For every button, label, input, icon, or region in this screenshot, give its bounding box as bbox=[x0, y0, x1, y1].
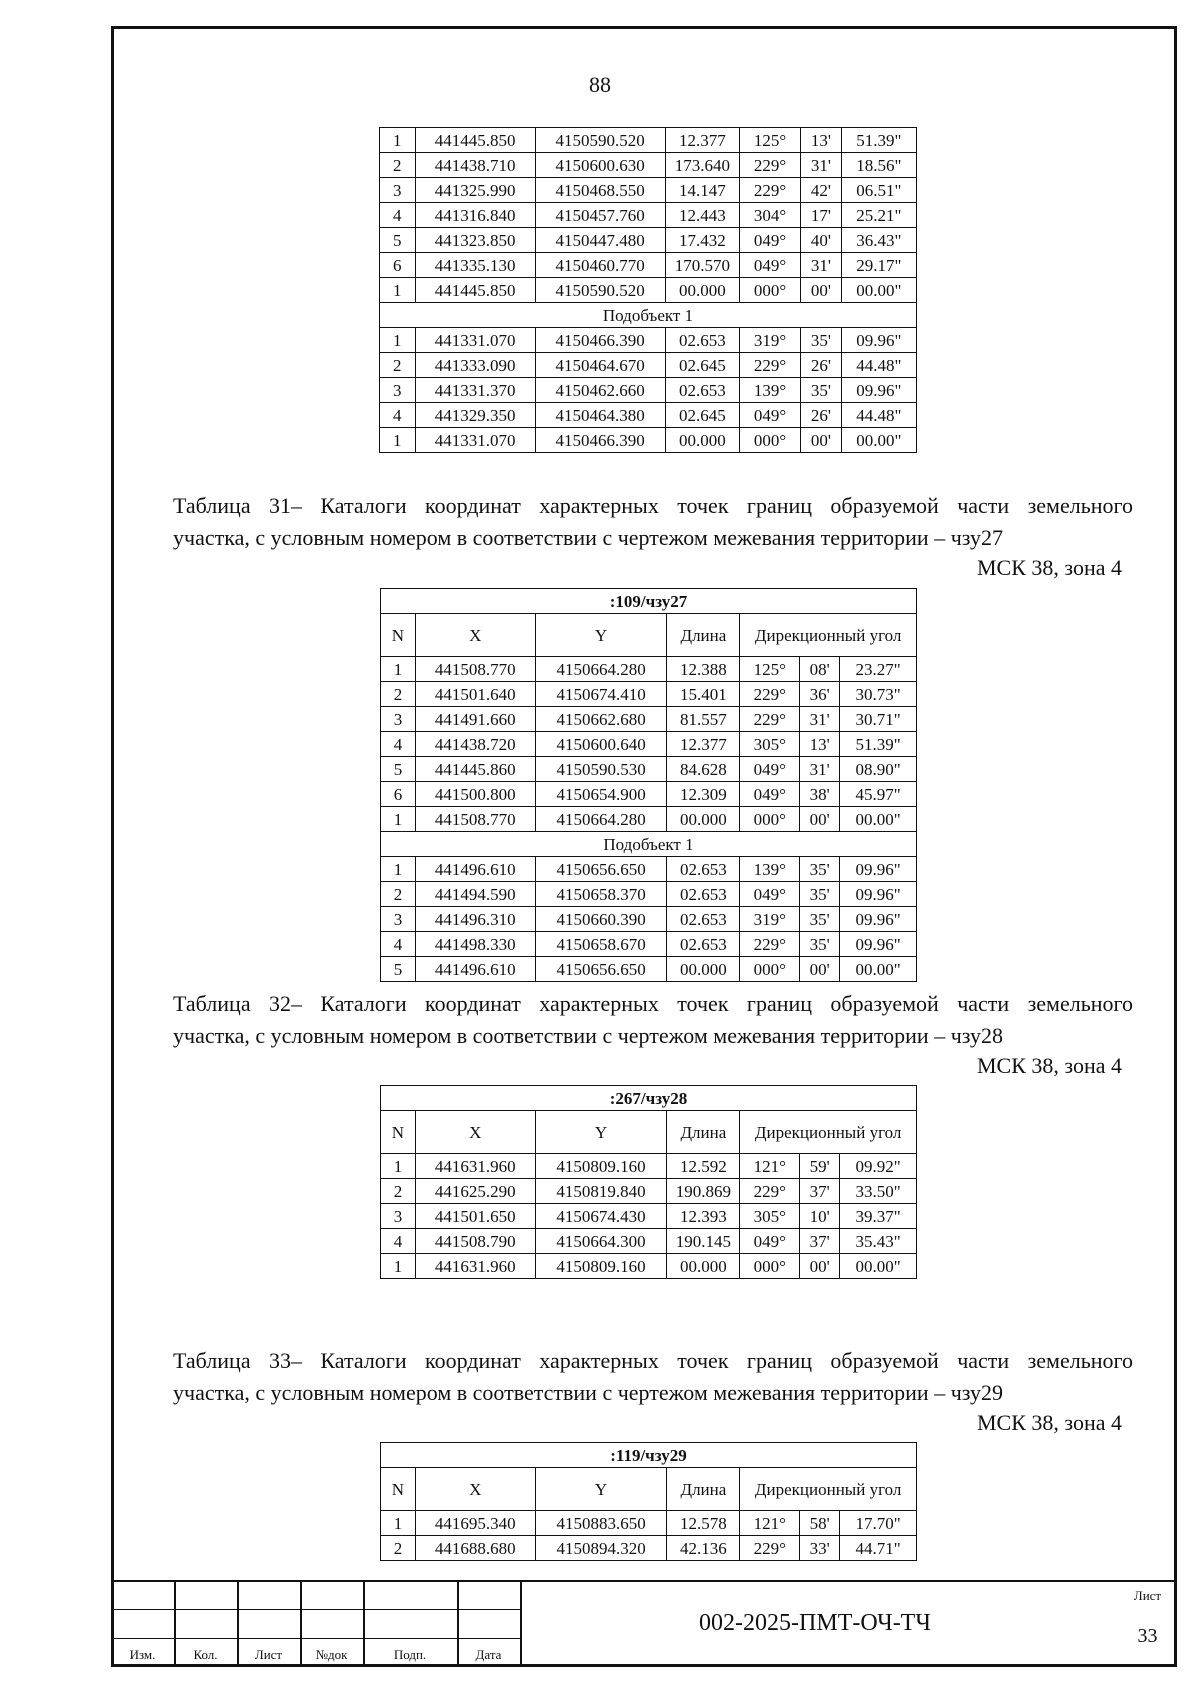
angle-seconds-cell: 09.92" bbox=[840, 1154, 917, 1179]
point-number-cell: 2 bbox=[381, 1179, 416, 1204]
x-coord-cell: 441625.290 bbox=[415, 1179, 535, 1204]
table-row bbox=[380, 228, 917, 253]
y-coord-cell: 4150809.160 bbox=[535, 1154, 667, 1179]
angle-minutes-cell: 31' bbox=[800, 757, 840, 782]
length-cell: 190.145 bbox=[667, 1229, 740, 1254]
x-coord-cell: 441496.310 bbox=[415, 907, 535, 932]
subobject-label: Подобъект 1 bbox=[381, 832, 917, 857]
angle-minutes-cell: 13' bbox=[801, 128, 842, 153]
table-row bbox=[381, 807, 917, 832]
angle-seconds-cell: 09.96" bbox=[841, 328, 916, 353]
length-cell: 12.592 bbox=[667, 1154, 740, 1179]
table-row bbox=[381, 907, 917, 932]
col-header-n: N bbox=[381, 614, 416, 657]
angle-degrees-cell: 139° bbox=[740, 378, 801, 403]
table-31-caption bbox=[173, 490, 1133, 554]
point-number-cell: 1 bbox=[380, 428, 416, 453]
stamp-label-list: Лист bbox=[254, 1647, 283, 1662]
angle-degrees-cell: 229° bbox=[740, 353, 801, 378]
col-header-x: X bbox=[415, 1468, 535, 1511]
length-cell: 81.557 bbox=[667, 707, 740, 732]
angle-degrees-cell: 000° bbox=[740, 278, 801, 303]
angle-minutes-cell: 40' bbox=[801, 228, 842, 253]
point-number-cell: 4 bbox=[381, 932, 416, 957]
y-coord-cell: 4150462.660 bbox=[535, 378, 665, 403]
angle-degrees-cell: 121° bbox=[740, 1511, 800, 1536]
table-row bbox=[381, 782, 917, 807]
angle-minutes-cell: 35' bbox=[800, 907, 840, 932]
point-number-cell: 2 bbox=[381, 682, 416, 707]
point-number-cell: 5 bbox=[381, 757, 416, 782]
col-header-angle: Дирекционный угол bbox=[740, 614, 917, 657]
stamp-label-kol: Кол. bbox=[193, 1647, 218, 1662]
page-number: 88 bbox=[589, 72, 611, 97]
point-number-cell: 1 bbox=[381, 807, 416, 832]
angle-minutes-cell: 35' bbox=[801, 378, 842, 403]
angle-minutes-cell: 35' bbox=[800, 857, 840, 882]
table-row bbox=[381, 1254, 917, 1279]
table-row bbox=[380, 153, 917, 178]
table-title: :109/чзу27 bbox=[381, 589, 917, 614]
col-header-angle: Дирекционный угол bbox=[740, 1111, 917, 1154]
col-header-length: Длина bbox=[667, 614, 740, 657]
y-coord-cell: 4150674.430 bbox=[535, 1204, 667, 1229]
y-coord-cell: 4150656.650 bbox=[535, 857, 667, 882]
length-cell: 02.653 bbox=[667, 907, 740, 932]
point-number-cell: 1 bbox=[381, 1254, 416, 1279]
length-cell: 190.869 bbox=[667, 1179, 740, 1204]
x-coord-cell: 441438.710 bbox=[415, 153, 535, 178]
y-coord-cell: 4150674.410 bbox=[535, 682, 667, 707]
angle-degrees-cell: 049° bbox=[740, 782, 800, 807]
length-cell: 15.401 bbox=[667, 682, 740, 707]
length-cell: 84.628 bbox=[667, 757, 740, 782]
angle-minutes-cell: 13' bbox=[800, 732, 840, 757]
angle-seconds-cell: 00.00" bbox=[841, 428, 916, 453]
col-header-length: Длина bbox=[667, 1468, 740, 1511]
y-coord-cell: 4150457.760 bbox=[535, 203, 665, 228]
angle-degrees-cell: 305° bbox=[740, 1204, 800, 1229]
length-cell: 12.309 bbox=[667, 782, 740, 807]
subobject-row bbox=[380, 303, 917, 328]
x-coord-cell: 441331.070 bbox=[415, 428, 535, 453]
angle-minutes-cell: 58' bbox=[800, 1511, 840, 1536]
angle-minutes-cell: 31' bbox=[801, 153, 842, 178]
table-row bbox=[380, 203, 917, 228]
table-33 bbox=[380, 1442, 917, 1561]
table-row bbox=[381, 1204, 917, 1229]
length-cell: 42.136 bbox=[667, 1536, 740, 1561]
table-row bbox=[381, 707, 917, 732]
length-cell: 02.653 bbox=[667, 882, 740, 907]
length-cell: 173.640 bbox=[665, 153, 739, 178]
point-number-cell: 1 bbox=[380, 128, 416, 153]
y-coord-cell: 4150466.390 bbox=[535, 328, 665, 353]
table-title: :119/чзу29 bbox=[381, 1443, 917, 1468]
col-header-y: Y bbox=[535, 1468, 667, 1511]
y-coord-cell: 4150656.650 bbox=[535, 957, 667, 982]
table-row bbox=[380, 378, 917, 403]
angle-degrees-cell: 319° bbox=[740, 907, 800, 932]
table-row bbox=[381, 932, 917, 957]
point-number-cell: 3 bbox=[380, 178, 416, 203]
y-coord-cell: 4150600.640 bbox=[535, 732, 667, 757]
angle-seconds-cell: 36.43" bbox=[841, 228, 916, 253]
stamp-label-data: Дата bbox=[475, 1647, 502, 1662]
y-coord-cell: 4150658.670 bbox=[535, 932, 667, 957]
table-row bbox=[381, 657, 917, 682]
y-coord-cell: 4150464.670 bbox=[535, 353, 665, 378]
angle-minutes-cell: 35' bbox=[800, 882, 840, 907]
col-header-angle: Дирекционный угол bbox=[740, 1468, 917, 1511]
y-coord-cell: 4150654.900 bbox=[535, 782, 667, 807]
crs-label: МСК 38, зона 4 bbox=[976, 1410, 1122, 1435]
y-coord-cell: 4150883.650 bbox=[535, 1511, 667, 1536]
length-cell: 12.578 bbox=[667, 1511, 740, 1536]
angle-degrees-cell: 304° bbox=[740, 203, 801, 228]
y-coord-cell: 4150894.320 bbox=[535, 1536, 667, 1561]
angle-minutes-cell: 31' bbox=[800, 707, 840, 732]
angle-seconds-cell: 18.56" bbox=[841, 153, 916, 178]
table-31 bbox=[380, 588, 917, 982]
length-cell: 02.653 bbox=[665, 378, 739, 403]
table-title: :267/чзу28 bbox=[381, 1086, 917, 1111]
y-coord-cell: 4150660.390 bbox=[535, 907, 667, 932]
point-number-cell: 3 bbox=[381, 907, 416, 932]
table-row bbox=[381, 1229, 917, 1254]
angle-minutes-cell: 37' bbox=[800, 1229, 840, 1254]
angle-minutes-cell: 17' bbox=[801, 203, 842, 228]
x-coord-cell: 441498.330 bbox=[415, 932, 535, 957]
x-coord-cell: 441501.650 bbox=[415, 1204, 535, 1229]
angle-degrees-cell: 229° bbox=[740, 682, 800, 707]
table-row bbox=[380, 128, 917, 153]
table-row bbox=[381, 732, 917, 757]
y-coord-cell: 4150590.520 bbox=[535, 278, 665, 303]
point-number-cell: 3 bbox=[381, 1204, 416, 1229]
point-number-cell: 2 bbox=[380, 153, 416, 178]
angle-minutes-cell: 31' bbox=[801, 253, 842, 278]
length-cell: 12.393 bbox=[667, 1204, 740, 1229]
table-row bbox=[381, 882, 917, 907]
caption-line: Таблица 32– Каталоги координат характерных точек границ образуемой части земельного bbox=[173, 991, 1133, 1016]
col-header-n: N bbox=[381, 1468, 416, 1511]
y-coord-cell: 4150809.160 bbox=[535, 1254, 667, 1279]
angle-seconds-cell: 09.96" bbox=[841, 378, 916, 403]
point-number-cell: 1 bbox=[380, 328, 416, 353]
angle-minutes-cell: 42' bbox=[801, 178, 842, 203]
angle-minutes-cell: 00' bbox=[801, 428, 842, 453]
subobject-label: Подобъект 1 bbox=[380, 303, 917, 328]
x-coord-cell: 441329.350 bbox=[415, 403, 535, 428]
angle-seconds-cell: 09.96" bbox=[840, 857, 917, 882]
x-coord-cell: 441445.860 bbox=[415, 757, 535, 782]
point-number-cell: 4 bbox=[381, 1229, 416, 1254]
angle-seconds-cell: 51.39" bbox=[840, 732, 917, 757]
point-number-cell: 6 bbox=[380, 253, 416, 278]
table-row bbox=[380, 428, 917, 453]
angle-degrees-cell: 229° bbox=[740, 932, 800, 957]
table-row bbox=[381, 857, 917, 882]
angle-degrees-cell: 125° bbox=[740, 657, 800, 682]
angle-degrees-cell: 229° bbox=[740, 153, 801, 178]
table-row bbox=[380, 178, 917, 203]
x-coord-cell: 441496.610 bbox=[415, 857, 535, 882]
angle-seconds-cell: 44.48" bbox=[841, 403, 916, 428]
point-number-cell: 5 bbox=[381, 957, 416, 982]
angle-seconds-cell: 35.43" bbox=[840, 1229, 917, 1254]
angle-seconds-cell: 39.37" bbox=[840, 1204, 917, 1229]
length-cell: 17.432 bbox=[665, 228, 739, 253]
angle-degrees-cell: 049° bbox=[740, 757, 800, 782]
x-coord-cell: 441325.990 bbox=[415, 178, 535, 203]
angle-degrees-cell: 305° bbox=[740, 732, 800, 757]
col-header-x: X bbox=[415, 614, 535, 657]
x-coord-cell: 441316.840 bbox=[415, 203, 535, 228]
x-coord-cell: 441508.770 bbox=[415, 807, 535, 832]
angle-degrees-cell: 049° bbox=[740, 403, 801, 428]
caption-line: Таблица 31– Каталоги координат характерных точек границ образуемой части земельного bbox=[173, 493, 1133, 518]
x-coord-cell: 441500.800 bbox=[415, 782, 535, 807]
angle-degrees-cell: 000° bbox=[740, 428, 801, 453]
angle-seconds-cell: 00.00" bbox=[841, 278, 916, 303]
angle-seconds-cell: 44.48" bbox=[841, 353, 916, 378]
point-number-cell: 1 bbox=[381, 1511, 416, 1536]
length-cell: 02.653 bbox=[665, 328, 739, 353]
angle-minutes-cell: 26' bbox=[801, 403, 842, 428]
x-coord-cell: 441445.850 bbox=[415, 278, 535, 303]
angle-degrees-cell: 049° bbox=[740, 228, 801, 253]
x-coord-cell: 441496.610 bbox=[415, 957, 535, 982]
point-number-cell: 1 bbox=[381, 857, 416, 882]
angle-minutes-cell: 08' bbox=[800, 657, 840, 682]
table-row bbox=[381, 682, 917, 707]
point-number-cell: 4 bbox=[380, 403, 416, 428]
angle-degrees-cell: 125° bbox=[740, 128, 801, 153]
angle-minutes-cell: 36' bbox=[800, 682, 840, 707]
length-cell: 02.645 bbox=[665, 403, 739, 428]
angle-minutes-cell: 38' bbox=[800, 782, 840, 807]
angle-seconds-cell: 30.71" bbox=[840, 707, 917, 732]
col-header-y: Y bbox=[535, 614, 667, 657]
angle-seconds-cell: 25.21" bbox=[841, 203, 916, 228]
angle-seconds-cell: 17.70" bbox=[840, 1511, 917, 1536]
x-coord-cell: 441695.340 bbox=[415, 1511, 535, 1536]
stamp-label-podp: Подп. bbox=[393, 1647, 427, 1662]
x-coord-cell: 441508.770 bbox=[415, 657, 535, 682]
length-cell: 02.653 bbox=[667, 932, 740, 957]
table-row bbox=[380, 328, 917, 353]
angle-seconds-cell: 30.73" bbox=[840, 682, 917, 707]
angle-degrees-cell: 229° bbox=[740, 1536, 800, 1561]
x-coord-cell: 441445.850 bbox=[415, 128, 535, 153]
x-coord-cell: 441631.960 bbox=[415, 1154, 535, 1179]
y-coord-cell: 4150819.840 bbox=[535, 1179, 667, 1204]
x-coord-cell: 441438.720 bbox=[415, 732, 535, 757]
sheet-number: 33 bbox=[1137, 1625, 1158, 1647]
length-cell: 12.388 bbox=[667, 657, 740, 682]
angle-seconds-cell: 09.96" bbox=[840, 907, 917, 932]
table-row bbox=[381, 1154, 917, 1179]
point-number-cell: 5 bbox=[380, 228, 416, 253]
table-30-continuation bbox=[379, 127, 917, 453]
angle-minutes-cell: 00' bbox=[801, 278, 842, 303]
document-code: 002-2025-ПМТ-ОЧ-ТЧ bbox=[699, 1610, 931, 1636]
table-row bbox=[380, 353, 917, 378]
angle-degrees-cell: 000° bbox=[740, 1254, 800, 1279]
angle-minutes-cell: 00' bbox=[800, 1254, 840, 1279]
angle-degrees-cell: 319° bbox=[740, 328, 801, 353]
point-number-cell: 4 bbox=[381, 732, 416, 757]
x-coord-cell: 441331.070 bbox=[415, 328, 535, 353]
sheet-label: Лист bbox=[1133, 1588, 1162, 1603]
length-cell: 00.000 bbox=[665, 278, 739, 303]
y-coord-cell: 4150447.480 bbox=[535, 228, 665, 253]
angle-seconds-cell: 06.51" bbox=[841, 178, 916, 203]
subobject-row bbox=[381, 832, 917, 857]
angle-seconds-cell: 23.27" bbox=[840, 657, 917, 682]
length-cell: 00.000 bbox=[667, 807, 740, 832]
table-row bbox=[381, 757, 917, 782]
point-number-cell: 1 bbox=[380, 278, 416, 303]
length-cell: 00.000 bbox=[667, 957, 740, 982]
y-coord-cell: 4150600.630 bbox=[535, 153, 665, 178]
y-coord-cell: 4150590.520 bbox=[535, 128, 665, 153]
angle-degrees-cell: 229° bbox=[740, 178, 801, 203]
y-coord-cell: 4150464.380 bbox=[535, 403, 665, 428]
point-number-cell: 2 bbox=[381, 882, 416, 907]
angle-minutes-cell: 00' bbox=[800, 807, 840, 832]
angle-minutes-cell: 10' bbox=[800, 1204, 840, 1229]
angle-degrees-cell: 049° bbox=[740, 253, 801, 278]
point-number-cell: 3 bbox=[381, 707, 416, 732]
angle-seconds-cell: 09.96" bbox=[840, 882, 917, 907]
x-coord-cell: 441688.680 bbox=[415, 1536, 535, 1561]
y-coord-cell: 4150466.390 bbox=[535, 428, 665, 453]
table-row bbox=[380, 253, 917, 278]
table-row bbox=[381, 1511, 917, 1536]
angle-degrees-cell: 049° bbox=[740, 1229, 800, 1254]
angle-minutes-cell: 33' bbox=[800, 1536, 840, 1561]
point-number-cell: 3 bbox=[380, 378, 416, 403]
y-coord-cell: 4150664.280 bbox=[535, 807, 667, 832]
x-coord-cell: 441491.660 bbox=[415, 707, 535, 732]
y-coord-cell: 4150664.300 bbox=[535, 1229, 667, 1254]
table-row bbox=[380, 278, 917, 303]
table-row bbox=[381, 1536, 917, 1561]
angle-degrees-cell: 000° bbox=[740, 807, 800, 832]
angle-seconds-cell: 29.17" bbox=[841, 253, 916, 278]
y-coord-cell: 4150658.370 bbox=[535, 882, 667, 907]
angle-minutes-cell: 35' bbox=[800, 932, 840, 957]
angle-seconds-cell: 45.97" bbox=[840, 782, 917, 807]
y-coord-cell: 4150468.550 bbox=[535, 178, 665, 203]
table-32 bbox=[380, 1085, 917, 1279]
x-coord-cell: 441494.590 bbox=[415, 882, 535, 907]
length-cell: 02.653 bbox=[667, 857, 740, 882]
table-row bbox=[381, 957, 917, 982]
x-coord-cell: 441335.130 bbox=[415, 253, 535, 278]
point-number-cell: 2 bbox=[380, 353, 416, 378]
caption-line: участка, с условным номером в соответствии с чертежом межевания территории – чзу29 bbox=[173, 1380, 1003, 1405]
point-number-cell: 2 bbox=[381, 1536, 416, 1561]
length-cell: 02.645 bbox=[665, 353, 739, 378]
col-header-y: Y bbox=[535, 1111, 667, 1154]
angle-degrees-cell: 000° bbox=[740, 957, 800, 982]
stamp-label-izm: Изм. bbox=[129, 1647, 156, 1662]
crs-label: МСК 38, зона 4 bbox=[976, 555, 1122, 580]
angle-degrees-cell: 121° bbox=[740, 1154, 800, 1179]
angle-seconds-cell: 00.00" bbox=[840, 807, 917, 832]
caption-line: участка, с условным номером в соответствии с чертежом межевания территории – чзу28 bbox=[173, 1023, 1003, 1048]
table-32-caption bbox=[173, 988, 1133, 1052]
length-cell: 12.443 bbox=[665, 203, 739, 228]
angle-seconds-cell: 00.00" bbox=[840, 957, 917, 982]
angle-minutes-cell: 37' bbox=[800, 1179, 840, 1204]
length-cell: 14.147 bbox=[665, 178, 739, 203]
x-coord-cell: 441631.960 bbox=[415, 1254, 535, 1279]
col-header-length: Длина bbox=[667, 1111, 740, 1154]
y-coord-cell: 4150590.530 bbox=[535, 757, 667, 782]
angle-seconds-cell: 44.71" bbox=[840, 1536, 917, 1561]
col-header-x: X bbox=[415, 1111, 535, 1154]
angle-minutes-cell: 59' bbox=[800, 1154, 840, 1179]
length-cell: 12.377 bbox=[665, 128, 739, 153]
x-coord-cell: 441333.090 bbox=[415, 353, 535, 378]
angle-minutes-cell: 00' bbox=[800, 957, 840, 982]
length-cell: 170.570 bbox=[665, 253, 739, 278]
point-number-cell: 1 bbox=[381, 1154, 416, 1179]
angle-minutes-cell: 26' bbox=[801, 353, 842, 378]
angle-seconds-cell: 08.90" bbox=[840, 757, 917, 782]
crs-label: МСК 38, зона 4 bbox=[976, 1053, 1122, 1078]
table-33-caption bbox=[173, 1345, 1133, 1409]
angle-seconds-cell: 33.50" bbox=[840, 1179, 917, 1204]
angle-seconds-cell: 51.39" bbox=[841, 128, 916, 153]
y-coord-cell: 4150662.680 bbox=[535, 707, 667, 732]
x-coord-cell: 441323.850 bbox=[415, 228, 535, 253]
length-cell: 00.000 bbox=[665, 428, 739, 453]
angle-degrees-cell: 229° bbox=[740, 707, 800, 732]
angle-degrees-cell: 049° bbox=[740, 882, 800, 907]
x-coord-cell: 441331.370 bbox=[415, 378, 535, 403]
col-header-n: N bbox=[381, 1111, 416, 1154]
x-coord-cell: 441508.790 bbox=[415, 1229, 535, 1254]
table-row bbox=[381, 1179, 917, 1204]
y-coord-cell: 4150460.770 bbox=[535, 253, 665, 278]
angle-minutes-cell: 35' bbox=[801, 328, 842, 353]
length-cell: 00.000 bbox=[667, 1254, 740, 1279]
point-number-cell: 4 bbox=[380, 203, 416, 228]
stamp-label-ndok: №док bbox=[315, 1647, 348, 1662]
point-number-cell: 1 bbox=[381, 657, 416, 682]
table-row bbox=[380, 403, 917, 428]
angle-degrees-cell: 229° bbox=[740, 1179, 800, 1204]
angle-seconds-cell: 09.96" bbox=[840, 932, 917, 957]
y-coord-cell: 4150664.280 bbox=[535, 657, 667, 682]
angle-seconds-cell: 00.00" bbox=[840, 1254, 917, 1279]
angle-degrees-cell: 139° bbox=[740, 857, 800, 882]
point-number-cell: 6 bbox=[381, 782, 416, 807]
caption-line: участка, с условным номером в соответствии с чертежом межевания территории – чзу27 bbox=[173, 525, 1003, 550]
length-cell: 12.377 bbox=[667, 732, 740, 757]
caption-line: Таблица 33– Каталоги координат характерных точек границ образуемой части земельного bbox=[173, 1348, 1133, 1373]
x-coord-cell: 441501.640 bbox=[415, 682, 535, 707]
